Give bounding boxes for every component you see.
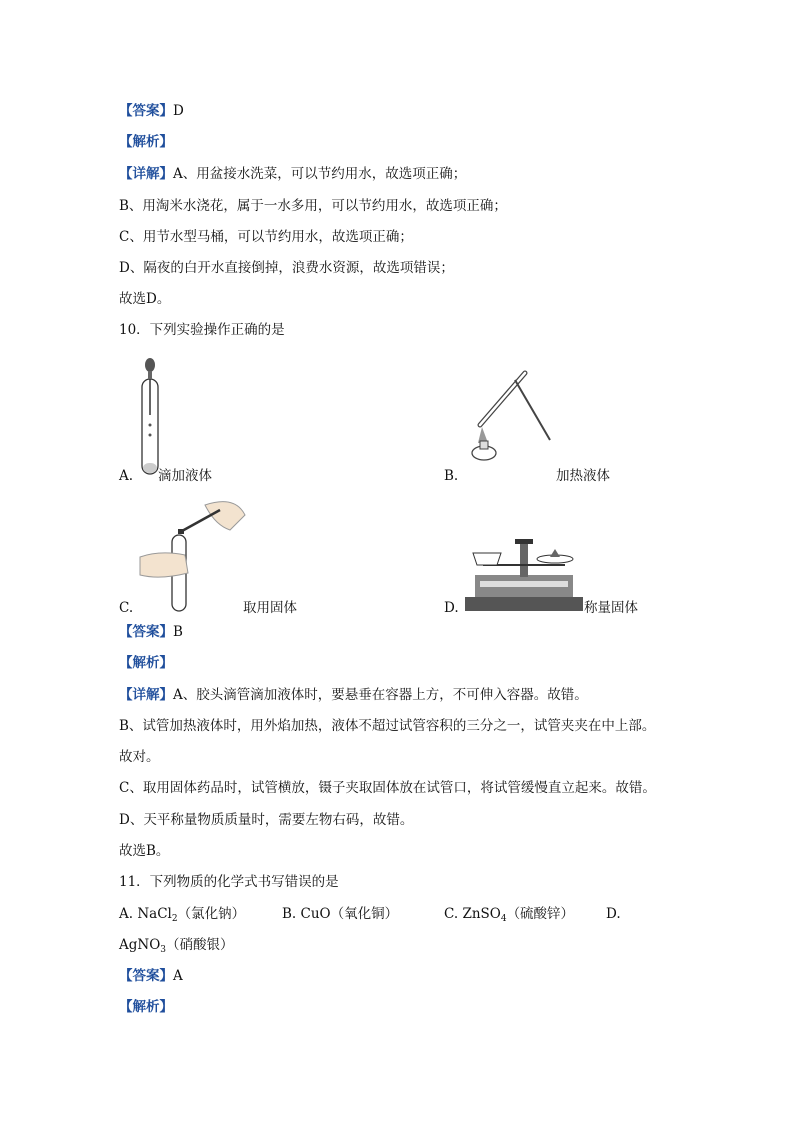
q10-line-b: B、试管加热液体时，用外焰加热，液体不超过试管容积的三分之一，试管夹夹在中上部。: [119, 718, 656, 734]
q11-analysis-line: [119, 997, 173, 1017]
q10-stem: 10．下列实验操作正确的是: [119, 322, 285, 338]
option-a-caption: 滴加液体: [158, 468, 212, 484]
q9-conclusion: 故选D。: [119, 291, 171, 307]
q9-detail-line: [119, 164, 466, 184]
option-a-letter: A.: [119, 468, 134, 484]
analysis-tag: 【解析】: [119, 655, 173, 671]
q11-option-a: A. NaCl$_2$（氯化钠）: [119, 906, 246, 924]
dropper-into-tube-image: [135, 355, 165, 480]
analysis-tag: 【解析】: [119, 999, 173, 1015]
answer-tag: 【答案】: [119, 624, 173, 640]
q10-line-a: A、胶头滴管滴加液体时，要悬垂在容器上方，不可伸入容器。故错。: [173, 687, 588, 703]
answer-tag: 【答案】: [119, 103, 173, 119]
q9-line-b: B、用淘米水浇花，属于一水多用，可以节约用水，故选项正确；: [119, 198, 507, 214]
option-b-caption: 加热液体: [556, 468, 610, 484]
q10-conclusion: 故选B。: [119, 843, 170, 859]
q10-line-d: D、天平称量物质质量时，需要左物右码，故错。: [119, 812, 414, 828]
q9-analysis-line: [119, 132, 173, 152]
q10-line-c: C、取用固体药品时，试管横放，镊子夹取固体放在试管口，将试管缓慢直立起来。故错。: [119, 780, 656, 796]
option-c-letter: C.: [119, 600, 134, 616]
q10-line-b-cont: 故对。: [119, 749, 160, 765]
tweezers-solid-image: [140, 495, 250, 615]
q10-answer-line: [119, 622, 183, 642]
q11-option-d-letter: D.: [606, 906, 621, 922]
q11-answer-line: [119, 966, 183, 986]
q10-analysis-line: [119, 653, 173, 673]
q9-answer-line: [119, 101, 184, 121]
answer-tag: 【答案】: [119, 968, 173, 984]
option-b-letter: B.: [444, 468, 459, 484]
q11-option-c: C. ZnSO$_4$（硫酸锌）: [444, 906, 575, 924]
answer-value: A: [173, 968, 183, 984]
option-d-letter: D.: [444, 600, 459, 616]
answer-value: B: [173, 624, 183, 640]
balance-scale-image: [465, 535, 585, 615]
option-c-caption: 取用固体: [243, 600, 297, 616]
detail-tag: 【详解】: [119, 687, 173, 703]
q11-option-d: AgNO$_3$（硝酸银）: [119, 937, 234, 955]
analysis-tag: 【解析】: [119, 134, 173, 150]
answer-value: D: [173, 103, 184, 119]
option-d-caption: 称量固体: [584, 600, 638, 616]
q9-line-c: C、用节水型马桶，可以节约用水，故选项正确；: [119, 229, 413, 245]
q9-line-d: D、隔夜的白开水直接倒掉，浪费水资源，故选项错误；: [119, 260, 454, 276]
q11-stem: 11．下列物质的化学式书写错误的是: [119, 874, 339, 890]
heating-liquid-image: [470, 365, 560, 465]
q11-option-b: B. CuO（氧化铜）: [282, 906, 399, 922]
detail-tag: 【详解】: [119, 166, 173, 182]
q10-detail-line: [119, 685, 588, 705]
q9-line-a: A、用盆接水洗菜，可以节约用水，故选项正确；: [173, 166, 467, 182]
